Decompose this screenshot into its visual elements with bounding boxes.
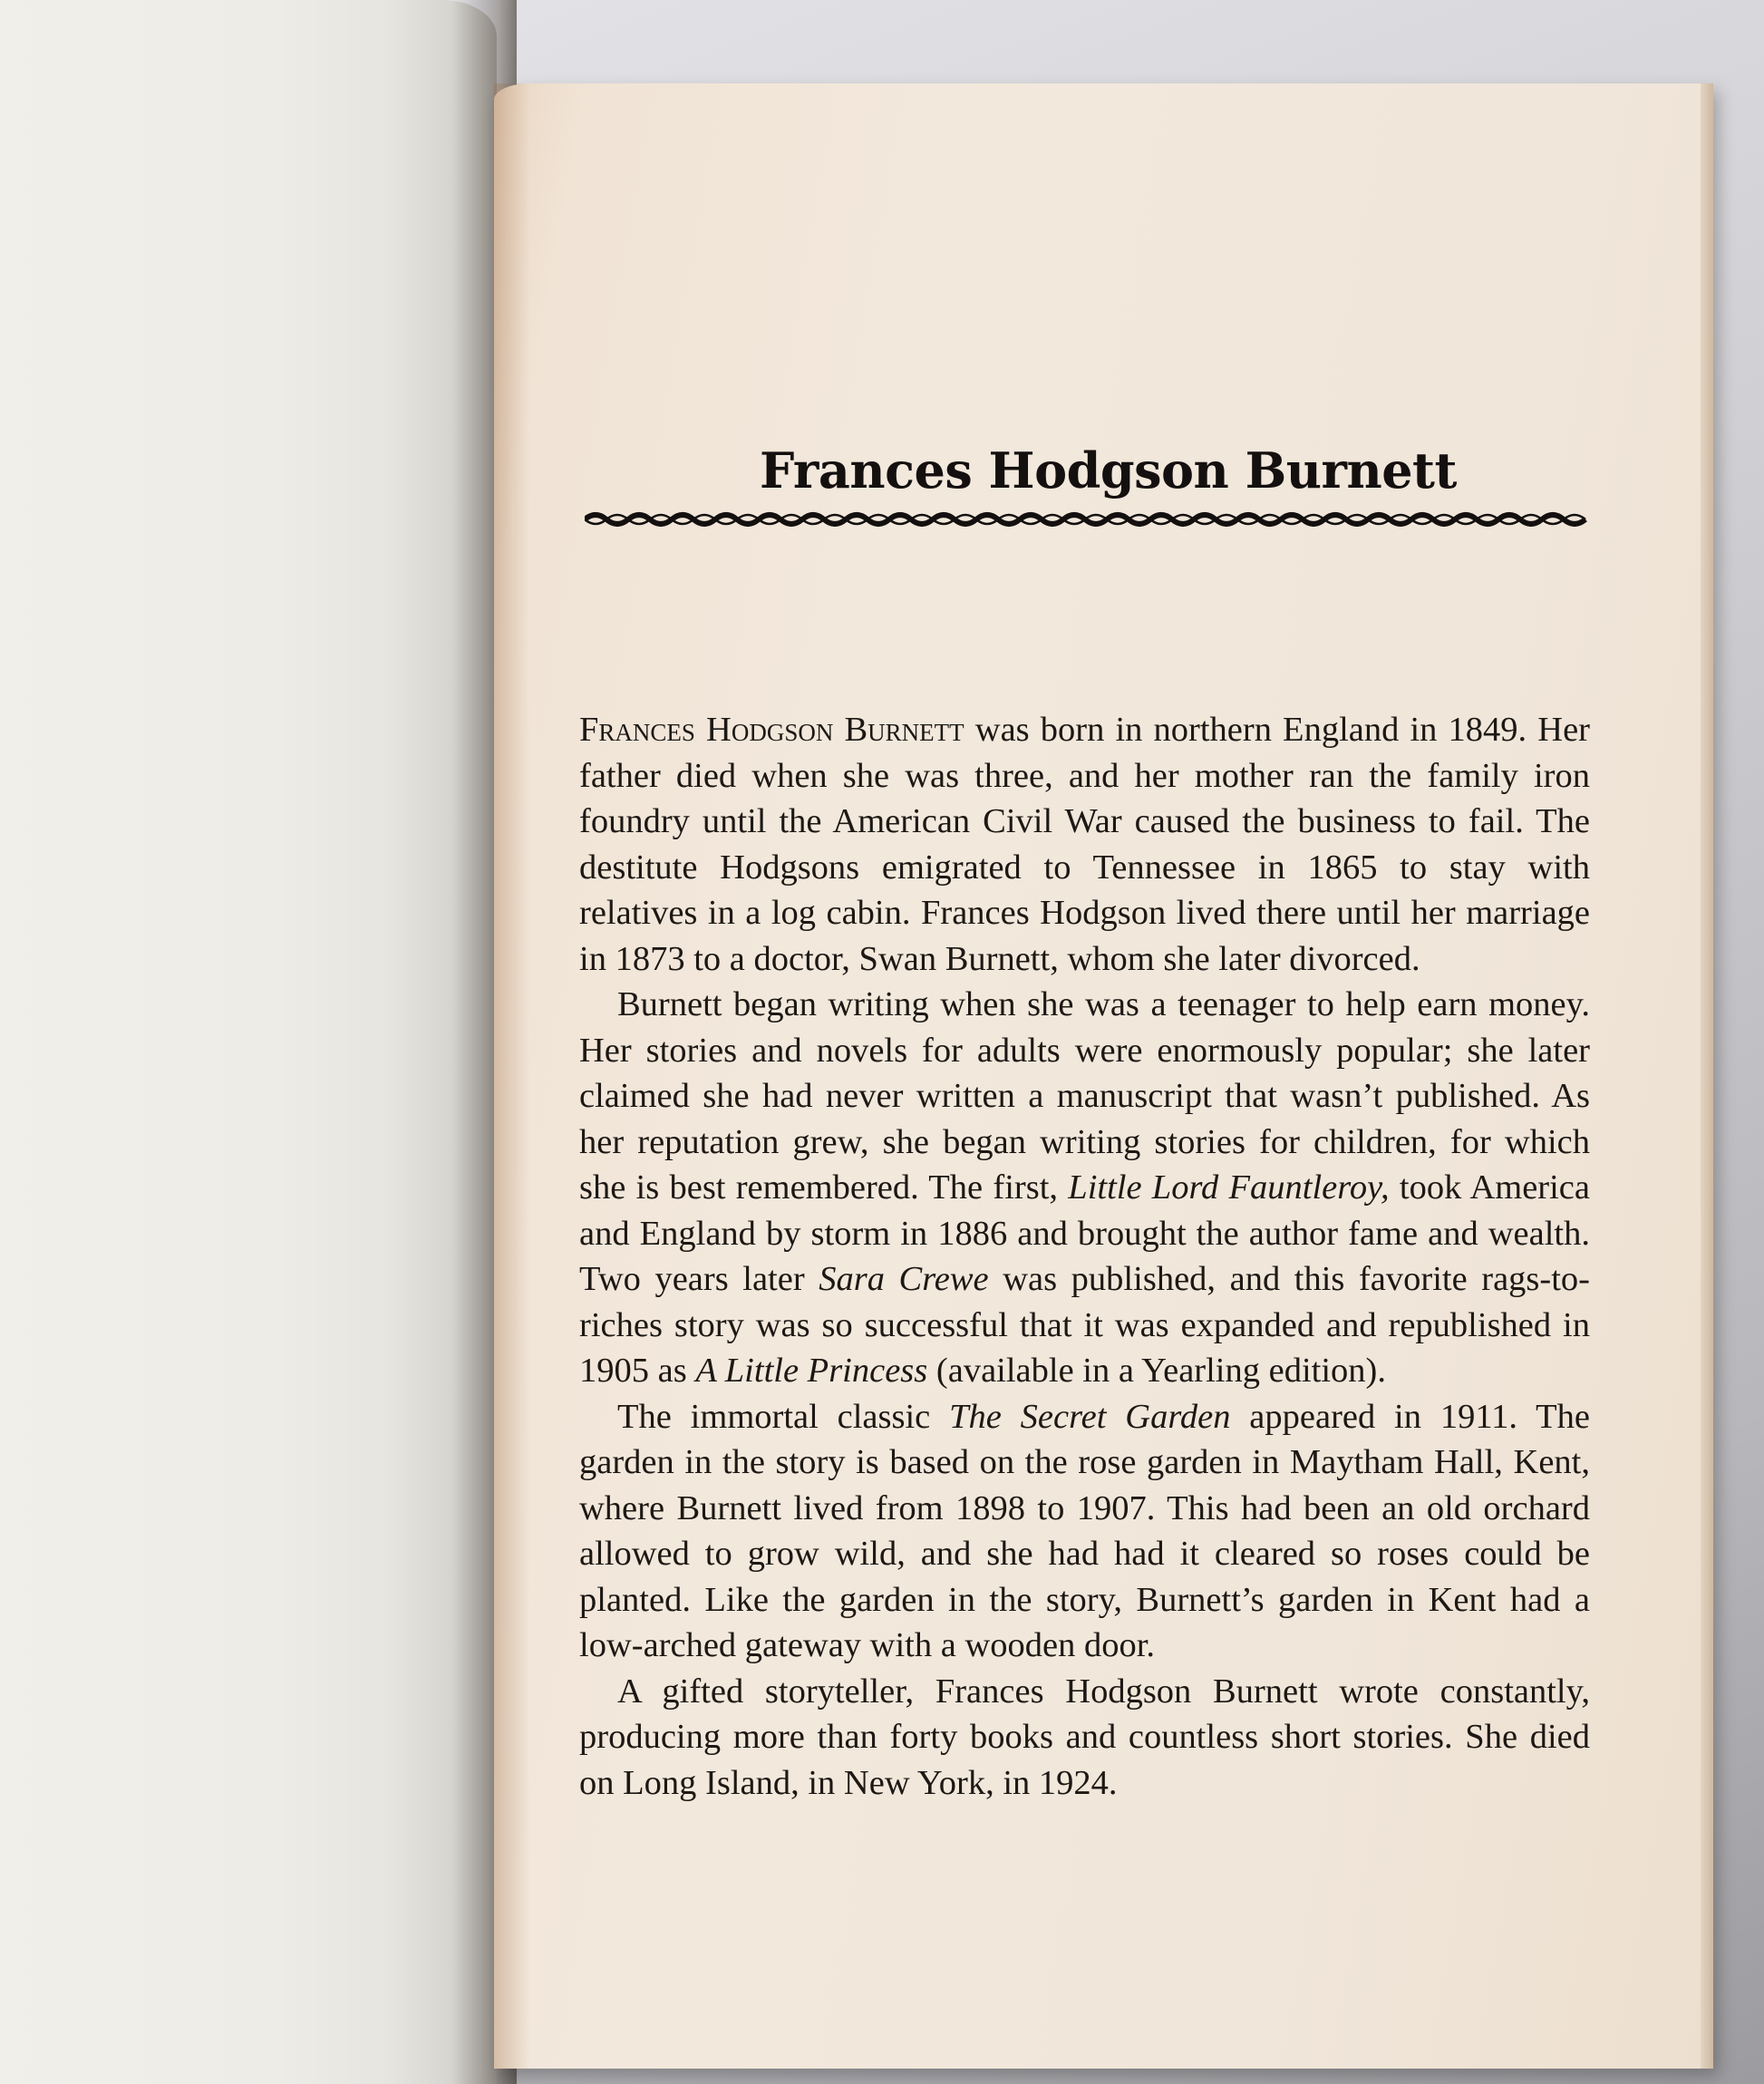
lead-smallcaps: Frances Hodgson Burnett xyxy=(579,711,964,749)
page-edge xyxy=(1701,83,1713,2069)
page-curve-shadow xyxy=(494,83,530,2069)
paragraph-1 xyxy=(579,707,1590,982)
paragraph-4 xyxy=(579,1669,1590,1807)
ornamental-divider xyxy=(585,509,1592,529)
book-title-secret-garden: The Secret Garden xyxy=(949,1397,1231,1436)
paragraph-4-text: A gifted storyteller, Frances Hodgson Burnett wrote constantly, producing more than forty books and countless short stories. She died on Long Island, in New York, in 1924. xyxy=(579,1672,1590,1802)
paragraph-2-text-b: took America and England by storm in 1886 and brought the author fame and wealth. Two years later xyxy=(579,1168,1590,1298)
paragraph-1-text: was born in northern England in 1849. Her father died when she was three, and her mother ran the family iron foundry until the American Civil War caused the business to fail. The destitute Hodgsons emigrated to Tennessee in 1865 to stay with relatives in a log cabin. Frances Hodgson lived there until her marriage in 1873 to a doctor, Swan Burnett, whom she later divorced. xyxy=(579,711,1590,978)
paragraph-2-text-d: (available in a Yearling edition). xyxy=(927,1352,1386,1390)
left-blank-page xyxy=(0,0,497,2084)
paragraph-2 xyxy=(579,982,1590,1394)
paragraph-2-text-c: was published, and this favorite rags-to-riches story was so successful that it was expanded and republished in 1905 as xyxy=(579,1260,1590,1390)
page-title: Frances Hodgson Burnett xyxy=(760,441,1457,499)
paragraph-3 xyxy=(579,1394,1590,1669)
book-title-sara-crewe: Sara Crewe xyxy=(819,1260,989,1298)
paragraph-3-text-a: The immortal classic xyxy=(617,1397,950,1436)
book-title-fauntleroy: Little Lord Fauntleroy, xyxy=(1068,1168,1390,1207)
biography-text xyxy=(579,707,1590,1806)
paragraph-2-text-a: Burnett began writing when she was a teenager to help earn money. Her stories and novels for adults were enormously popular; she later claimed she had never written a manuscript that wasn’t published. As her reputation grew, she began writing stories for children, for which she is best remembered. The first, xyxy=(579,985,1590,1207)
right-page xyxy=(494,83,1713,2069)
paragraph-3-text-b: appeared in 1911. The garden in the story is based on the rose garden in Maytham Hall, Kent, where Burnett lived from 1898 to 1907. This had been an old orchard allowed to grow wild, and she had had it cleared so roses could be planted. Like the garden in the story, Burnett’s garden in Kent had a low-arched gateway with a wooden door. xyxy=(579,1397,1591,1664)
book-title-little-princess: A Little Princess xyxy=(695,1352,928,1390)
